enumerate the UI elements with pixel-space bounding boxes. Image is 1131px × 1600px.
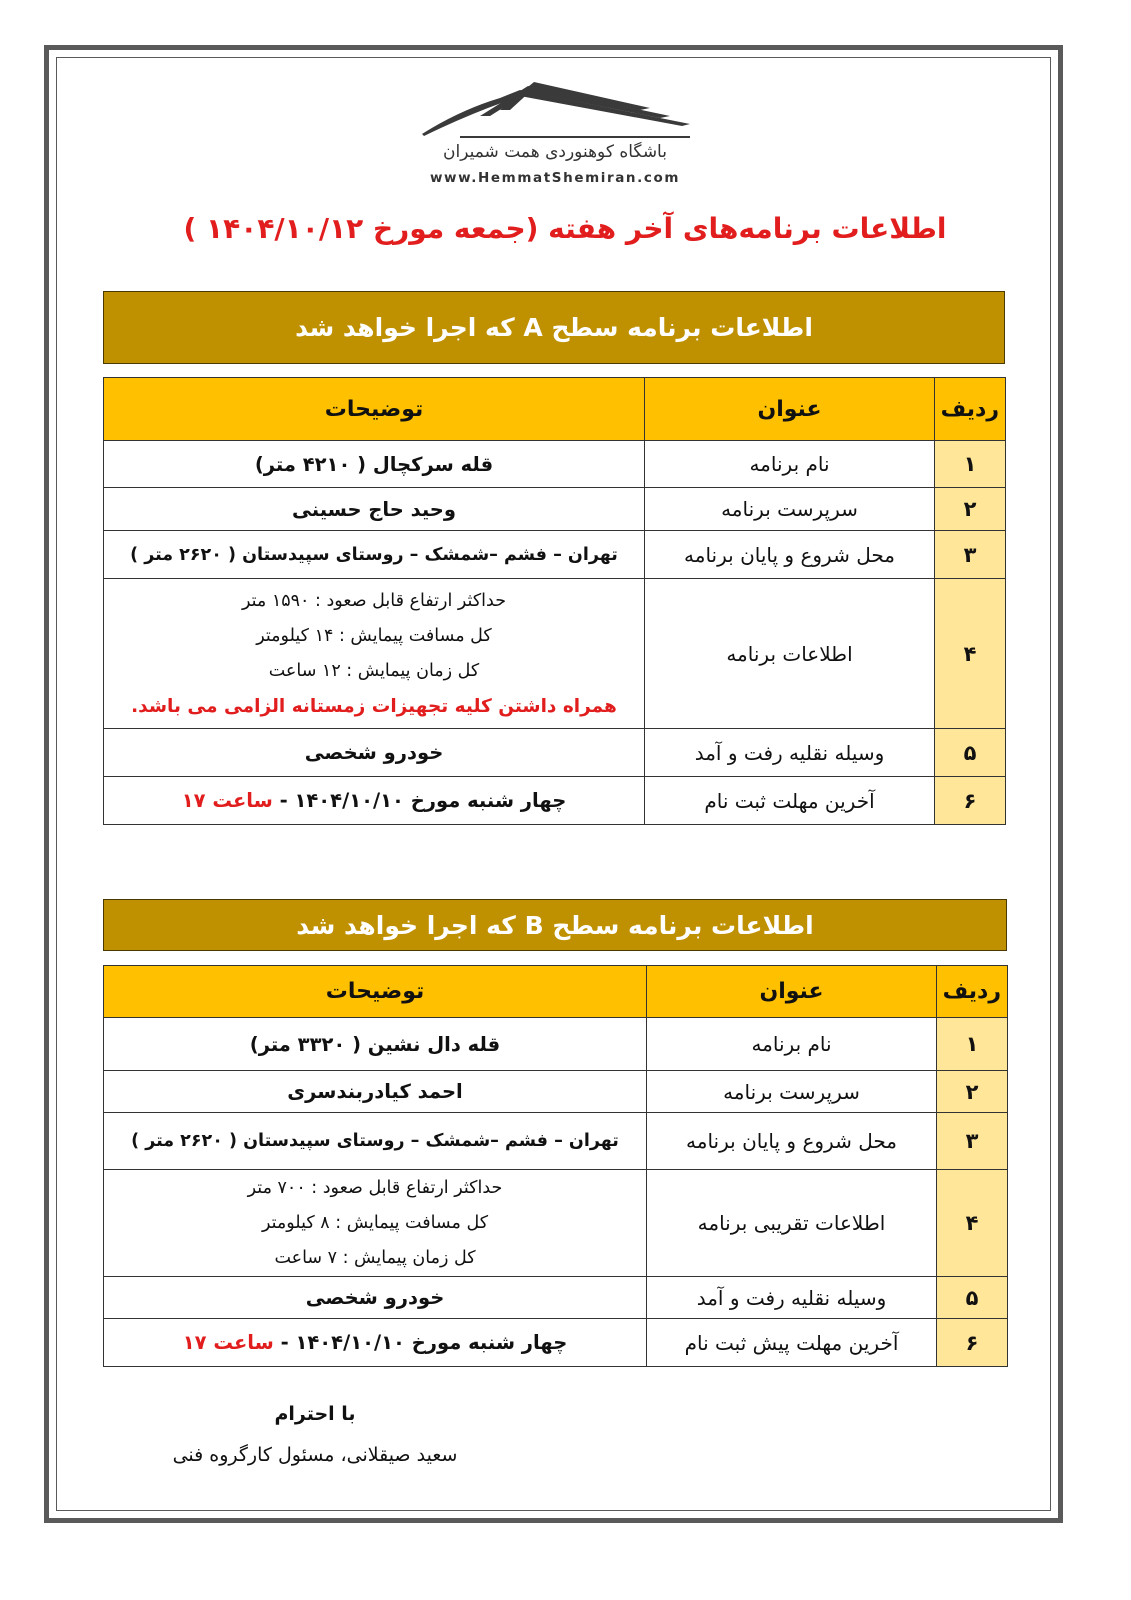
column-header-row: ردیف [935, 378, 1006, 441]
closing-signature: سعید صیقلانی، مسئول کارگروه فنی [172, 1444, 458, 1466]
mountain-logo-icon [420, 80, 700, 142]
row-value: احمد کیادربندسری [104, 1071, 647, 1113]
row-value: قله سرکچال ( ۴۲۱۰ متر) [104, 441, 645, 488]
detail-distance: کل مسافت پیمایش : ۸ کیلومتر [261, 1212, 489, 1233]
column-header-title: عنوان [645, 378, 935, 441]
row-number: ۳ [937, 1113, 1008, 1170]
row-title: محل شروع و پایان برنامه [647, 1113, 937, 1170]
row-details [104, 1170, 647, 1277]
detail-max-altitude: حداکثر ارتفاع قابل صعود : ۱۵۹۰ متر [241, 590, 507, 611]
row-value: خودرو شخصی [104, 1277, 647, 1319]
row-number: ۵ [935, 729, 1006, 777]
row-number: ۲ [937, 1071, 1008, 1113]
table-header-row [104, 966, 1008, 1018]
row-number: ۶ [937, 1319, 1008, 1367]
row-value: تهران – فشم –شمشک – روستای سپیدستان ( ۲۶۲۰ متر ) [104, 1113, 647, 1170]
row-number: ۱ [937, 1018, 1008, 1071]
row-value: خودرو شخصی [104, 729, 645, 777]
table-row [104, 441, 1006, 488]
column-header-description: توضیحات [104, 378, 645, 441]
row-title: سرپرست برنامه [645, 488, 935, 531]
table-row [104, 488, 1006, 531]
column-header-row: ردیف [937, 966, 1008, 1018]
club-logo [410, 80, 710, 190]
page-title: اطلاعات برنامه‌های آخر هفته (جمعه مورخ ۱۴۰۴/۱۰/۱۲ ) [183, 212, 947, 245]
deadline-time: ساعت ۱۷ [182, 1331, 274, 1354]
table-row [104, 531, 1006, 579]
closing-regards: با احترام [274, 1403, 356, 1425]
table-row [104, 729, 1006, 777]
detail-equipment-warning: همراه داشتن کلیه تجهیزات زمستانه الزامی می باشد. [131, 695, 617, 717]
table-row [104, 777, 1006, 825]
row-number: ۳ [935, 531, 1006, 579]
row-title: محل شروع و پایان برنامه [645, 531, 935, 579]
table-row [104, 1018, 1008, 1071]
row-title: وسیله نقلیه رفت و آمد [647, 1277, 937, 1319]
detail-distance: کل مسافت پیمایش : ۱۴ کیلومتر [256, 625, 492, 646]
table-row [104, 1277, 1008, 1319]
row-number: ۴ [935, 579, 1006, 729]
row-title: سرپرست برنامه [647, 1071, 937, 1113]
table-row [104, 1170, 1008, 1277]
row-number: ۱ [935, 441, 1006, 488]
row-value: وحید حاج حسینی [104, 488, 645, 531]
column-header-title: عنوان [647, 966, 937, 1018]
row-number: ۲ [935, 488, 1006, 531]
column-header-description: توضیحات [104, 966, 647, 1018]
detail-duration: کل زمان پیمایش : ۷ ساعت [274, 1247, 476, 1268]
row-details [104, 579, 645, 729]
section-b-table [103, 965, 1008, 1367]
detail-max-altitude: حداکثر ارتفاع قابل صعود : ۷۰۰ متر [247, 1177, 503, 1198]
row-value [104, 777, 645, 825]
section-b-banner: اطلاعات برنامه سطح B که اجرا خواهد شد [103, 899, 1007, 951]
row-title: نام برنامه [647, 1018, 937, 1071]
row-title: اطلاعات برنامه [645, 579, 935, 729]
row-number: ۵ [937, 1277, 1008, 1319]
deadline-date: چهار شنبه مورخ ۱۴۰۴/۱۰/۱۰ - [273, 1331, 568, 1354]
row-number: ۴ [937, 1170, 1008, 1277]
row-value [104, 1319, 647, 1367]
deadline-time: ساعت ۱۷ [181, 789, 273, 812]
table-row [104, 1071, 1008, 1113]
row-title: آخرین مهلت ثبت نام [645, 777, 935, 825]
row-value: تهران – فشم –شمشک – روستای سپیدستان ( ۲۶۲۰ متر ) [104, 531, 645, 579]
deadline-date: چهار شنبه مورخ ۱۴۰۴/۱۰/۱۰ - [272, 789, 567, 812]
table-header-row [104, 378, 1006, 441]
detail-duration: کل زمان پیمایش : ۱۲ ساعت [268, 660, 480, 681]
row-title: وسیله نقلیه رفت و آمد [645, 729, 935, 777]
table-row [104, 1113, 1008, 1170]
row-value: قله دال نشین ( ۳۳۲۰ متر) [104, 1018, 647, 1071]
row-title: اطلاعات تقریبی برنامه [647, 1170, 937, 1277]
row-number: ۶ [935, 777, 1006, 825]
row-title: آخرین مهلت پیش ثبت نام [647, 1319, 937, 1367]
section-a-table [103, 377, 1006, 825]
section-a-banner: اطلاعات برنامه سطح A که اجرا خواهد شد [103, 291, 1005, 364]
table-row [104, 1319, 1008, 1367]
row-title: نام برنامه [645, 441, 935, 488]
club-name: باشگاه کوهنوردی همت شمیران [443, 142, 667, 162]
table-row [104, 579, 1006, 729]
club-website: www.HemmatShemiran.com [429, 170, 681, 186]
